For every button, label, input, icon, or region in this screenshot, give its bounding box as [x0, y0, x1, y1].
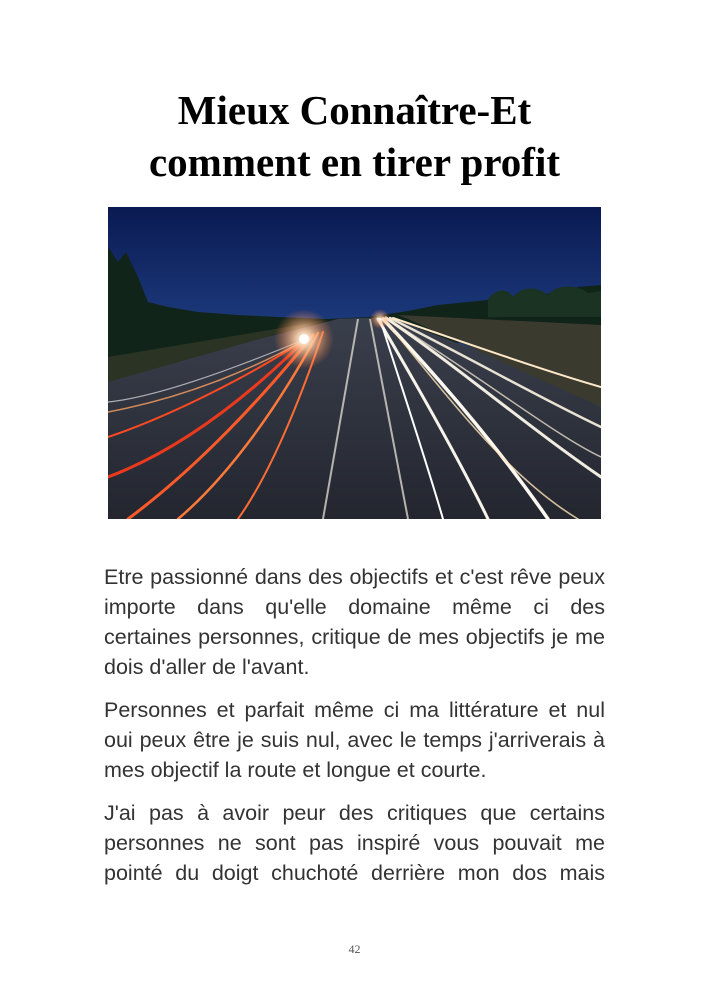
body-text	[104, 562, 605, 901]
page-number: 42	[348, 942, 361, 956]
paragraph-1: Etre passionné dans des objectifs et c'est rêve peux importe dans qu'elle domaine même ci des certaines personnes, critique de mes objectifs je me dois d'aller de l'avant.	[104, 565, 605, 679]
paragraph-3: J'ai pas à avoir peur des critiques que certains personnes ne sont pas inspiré vous pouvait me pointé du doigt chuchoté derrière mon dos mais	[104, 801, 605, 885]
highway-light-trails-photo	[108, 207, 601, 519]
title-line-2: comment en tirer profit	[148, 139, 561, 185]
page-title	[60, 84, 649, 188]
paragraph-2: Personnes et parfait même ci ma littérature et nul oui peux être je suis nul, avec le temps j'arriverais à mes objectif la route et longue et courte.	[104, 698, 605, 782]
title-line-1: Mieux Connaître-Et	[177, 87, 532, 133]
